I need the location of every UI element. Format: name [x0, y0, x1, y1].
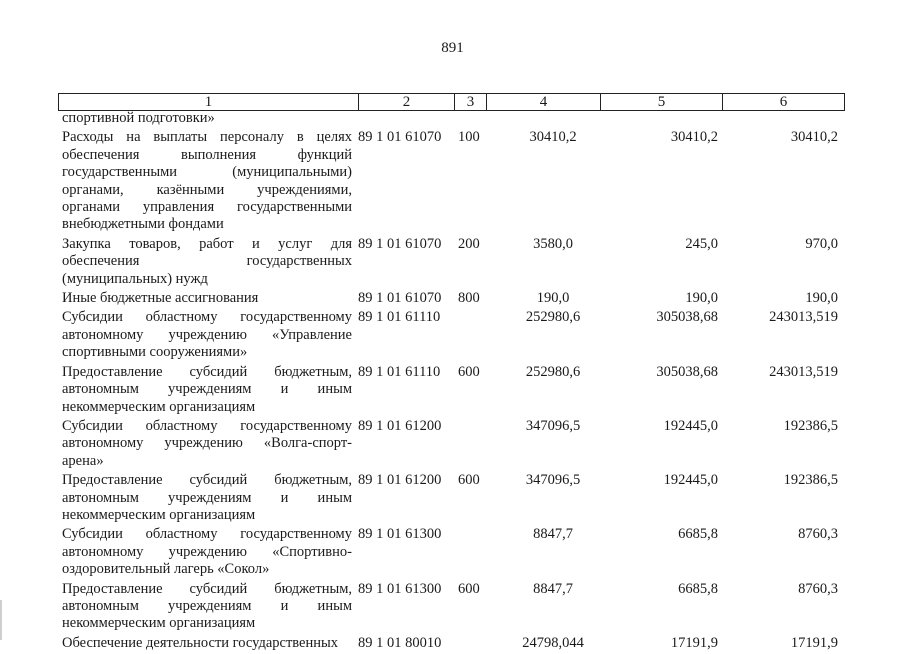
row-value-3: 243013,519 [769, 363, 838, 380]
row-name: Закупка товаров, работ и услуг для обеспечения государственных (муниципальных) нужд [62, 235, 352, 287]
row-name: Субсидии областному государственному автономному учреждению «Управление спортивными сооружениями» [62, 309, 352, 361]
page-number: 891 [441, 40, 464, 56]
row-code: 89 1 01 61300 [358, 580, 442, 597]
row-type: 200 [458, 235, 480, 252]
row-value-3: 970,0 [805, 235, 838, 252]
row-code: 89 1 01 61200 [358, 472, 442, 489]
row-type [458, 418, 498, 470]
table-row [62, 635, 862, 652]
column-header-1: 1 [59, 94, 359, 111]
row-value-1: 252980,6 [525, 309, 581, 326]
row-code: 89 1 01 61200 [358, 417, 442, 434]
row-value-1: 8847,7 [533, 580, 573, 597]
row-value-2: 245,0 [685, 235, 718, 252]
row-value-2: 17191,9 [670, 634, 718, 651]
row-value-3: 30410,2 [790, 129, 838, 146]
row-type: 600 [458, 580, 480, 597]
row-value-3 [718, 110, 838, 127]
row-value-2: 305038,68 [656, 309, 718, 326]
row-name: Обеспечение деятельности государственных [62, 634, 338, 651]
row-type [458, 635, 498, 652]
column-header-2: 2 [359, 94, 455, 111]
row-code: 89 1 01 61110 [358, 309, 441, 326]
row-name: Предоставление субсидий бюджетным, автономным учреждениям и иным некоммерческим организациям [62, 363, 352, 415]
scan-edge-artifact [0, 600, 2, 640]
row-value-2: 30410,2 [670, 129, 718, 146]
row-code: 89 1 01 61110 [358, 363, 441, 380]
table-row [62, 129, 862, 233]
row-value-2: 192445,0 [663, 417, 718, 434]
table-row [62, 236, 862, 288]
row-name: Предоставление субсидий бюджетным, автономным учреждениям и иным некоммерческим организациям [62, 580, 352, 632]
row-value-1: 252980,6 [525, 363, 581, 380]
column-header-5: 5 [601, 94, 723, 111]
row-code: 89 1 01 61070 [358, 129, 442, 146]
table-row [62, 364, 862, 416]
row-type: 600 [458, 472, 480, 489]
table-row [62, 110, 862, 127]
row-value-1: 3580,0 [533, 235, 573, 252]
row-value-1: 347096,5 [525, 472, 581, 489]
row-value-2: 192445,0 [663, 472, 718, 489]
row-name: спортивной подготовки» [62, 110, 215, 126]
row-value-3: 8760,3 [798, 526, 838, 543]
table-row [62, 309, 862, 361]
row-value-1: 30410,2 [529, 129, 577, 146]
row-value-1: 190,0 [536, 290, 570, 307]
row-value-2 [608, 110, 718, 127]
column-header-3: 3 [455, 94, 487, 111]
column-header-table [58, 93, 845, 111]
table-row [62, 290, 862, 307]
table-row [62, 581, 862, 633]
row-code: 89 1 01 61070 [358, 290, 442, 307]
column-header-6: 6 [723, 94, 845, 111]
row-code: 89 1 01 80010 [358, 634, 442, 651]
row-value-3: 8760,3 [798, 580, 838, 597]
table-row [62, 418, 862, 470]
row-name: Иные бюджетные ассигнования [62, 290, 259, 307]
row-name: Предоставление субсидий бюджетным, автономным учреждениям и иным некоммерческим организациям [62, 472, 352, 523]
column-header-row [59, 94, 845, 111]
row-code: 89 1 01 61300 [358, 526, 442, 543]
row-type [458, 526, 498, 578]
row-code: 89 1 01 61070 [358, 235, 442, 252]
row-value-3: 243013,519 [769, 309, 838, 326]
row-type [458, 110, 498, 127]
row-type: 600 [458, 363, 480, 380]
budget-table-body [62, 110, 862, 654]
row-value-2: 305038,68 [656, 363, 718, 380]
row-type [458, 309, 498, 361]
row-value-2: 6685,8 [678, 580, 718, 597]
row-type: 800 [458, 290, 480, 307]
row-value-2: 6685,8 [678, 526, 718, 543]
row-value-3: 17191,9 [790, 634, 838, 651]
row-value-3: 192386,5 [783, 472, 838, 489]
row-value-3: 192386,5 [783, 417, 838, 434]
row-name: Субсидии областному государственному автономному учреждению «Волга-спорт-арена» [62, 417, 352, 469]
row-type: 100 [458, 129, 480, 146]
row-value-1: 8847,7 [533, 526, 573, 543]
row-value-1 [498, 110, 608, 127]
row-name: Субсидии областному государственному автономному учреждению «Спортивно-оздоровительный лагерь «Сокол» [62, 526, 352, 578]
row-code [352, 110, 458, 127]
table-row [62, 526, 862, 578]
row-name: Расходы на выплаты персоналу в целях обеспечения выполнения функций государственными (муниципальными) органами, казёнными учреждениями, органами управления государственными внебюджетными фондами [62, 129, 352, 233]
column-header-4: 4 [487, 94, 601, 111]
row-value-1: 24798,044 [522, 634, 584, 651]
row-value-1: 347096,5 [525, 417, 581, 434]
table-row [62, 472, 862, 524]
row-value-2: 190,0 [685, 290, 718, 307]
row-value-3: 190,0 [805, 290, 838, 307]
